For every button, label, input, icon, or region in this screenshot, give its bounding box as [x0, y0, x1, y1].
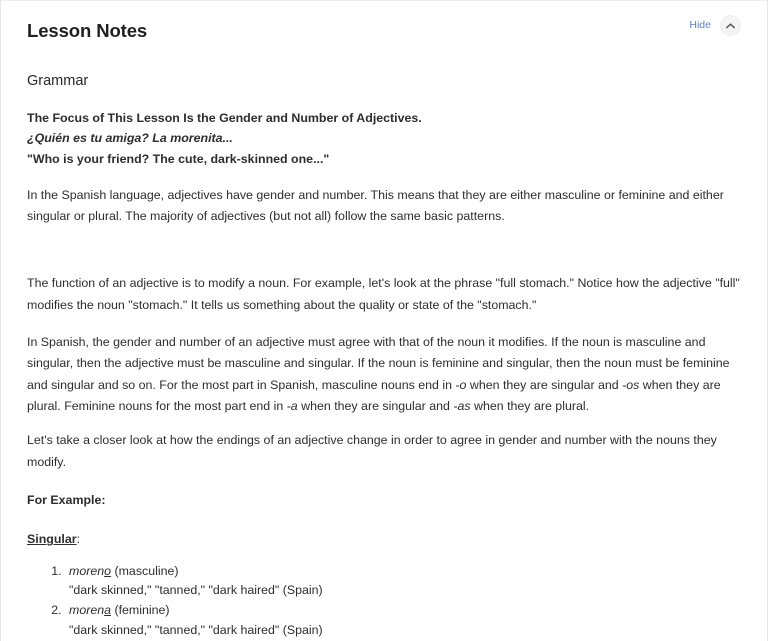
singular-label: [27, 529, 741, 550]
example-word: [69, 564, 111, 578]
focus-english-line: "Who is your friend? The cute, dark-skinned one...": [27, 151, 330, 166]
list-item: [65, 601, 741, 641]
paragraph-3-part-4: when they are singular and: [297, 398, 454, 413]
example-word-stem: moren: [69, 563, 105, 578]
example-word-ending: o: [104, 563, 112, 578]
focus-heading-line: The Focus of This Lesson Is the Gender and Number of Adjectives.: [27, 111, 422, 126]
collapse-button[interactable]: [720, 15, 741, 36]
example-gloss: "dark skinned," "tanned," "dark haired" (Spain): [69, 583, 323, 598]
example-word: [69, 603, 111, 617]
paragraph-3-part-1: In Spanish, the gender and number of an adjective must agree with that of the noun it modifies. If the noun is masculine and singular, then the adjective must be masculine and singular. If the noun is feminine and singular, then the noun must be feminine and singular and so on. For the most part in Spanish, masculine nouns end in: [27, 334, 730, 392]
ending-o-masculine-singular: -o: [455, 377, 467, 392]
lesson-body: [27, 90, 741, 641]
paragraph-spacer: [27, 227, 741, 257]
paragraph-4: Let's take a closer look at how the endings of an adjective change in order to agree in gender and number with the nouns they modify.: [27, 433, 717, 469]
paragraph-1: In the Spanish language, adjectives have gender and number. This means that they are either masculine or feminine and either singular or plural. The majority of adjectives (but not all) follow the same basic patterns.: [27, 187, 724, 223]
ending-as-feminine-plural: -as: [453, 398, 471, 413]
example-gloss: "dark skinned," "tanned," "dark haired" (Spain): [69, 623, 323, 638]
paragraph-3-part-3: when they are plural. Feminine nouns for the most part end in: [27, 377, 721, 413]
page-title: Lesson Notes: [27, 19, 148, 41]
singular-term: Singular: [27, 532, 77, 547]
ending-a-feminine-singular: -a: [286, 398, 298, 413]
example-word-ending: a: [104, 603, 112, 618]
focus-spanish-line: ¿Quién es tu amiga? La morenita...: [27, 131, 233, 146]
singular-colon: :: [76, 532, 81, 547]
example-word-stem: moren: [69, 603, 105, 618]
paragraph-3: [27, 332, 741, 417]
card-header: [27, 1, 741, 59]
header-actions: [689, 15, 741, 36]
paragraph-3-part-2: when they are singular and: [466, 377, 623, 392]
list-item: [65, 562, 741, 602]
paragraph-2: The function of an adjective is to modify a noun. For example, let's look at the phrase "full stomach." Notice how the adjective "full" modifies the noun "stomach." It tells us something about the quality or state of the "stomach.": [27, 276, 740, 312]
example-gender: (feminine): [111, 603, 170, 618]
chevron-up-icon: [726, 23, 735, 29]
ending-os-masculine-plural: -os: [622, 377, 640, 392]
hide-link[interactable]: Hide: [689, 19, 711, 32]
lesson-focus-heading: [27, 108, 741, 168]
paragraph-3-part-5: when they are plural.: [470, 398, 590, 413]
examples-list: [27, 562, 741, 641]
example-gender: (masculine): [111, 563, 179, 578]
for-example-label: For Example:: [27, 492, 106, 507]
section-label: Grammar: [27, 73, 89, 89]
